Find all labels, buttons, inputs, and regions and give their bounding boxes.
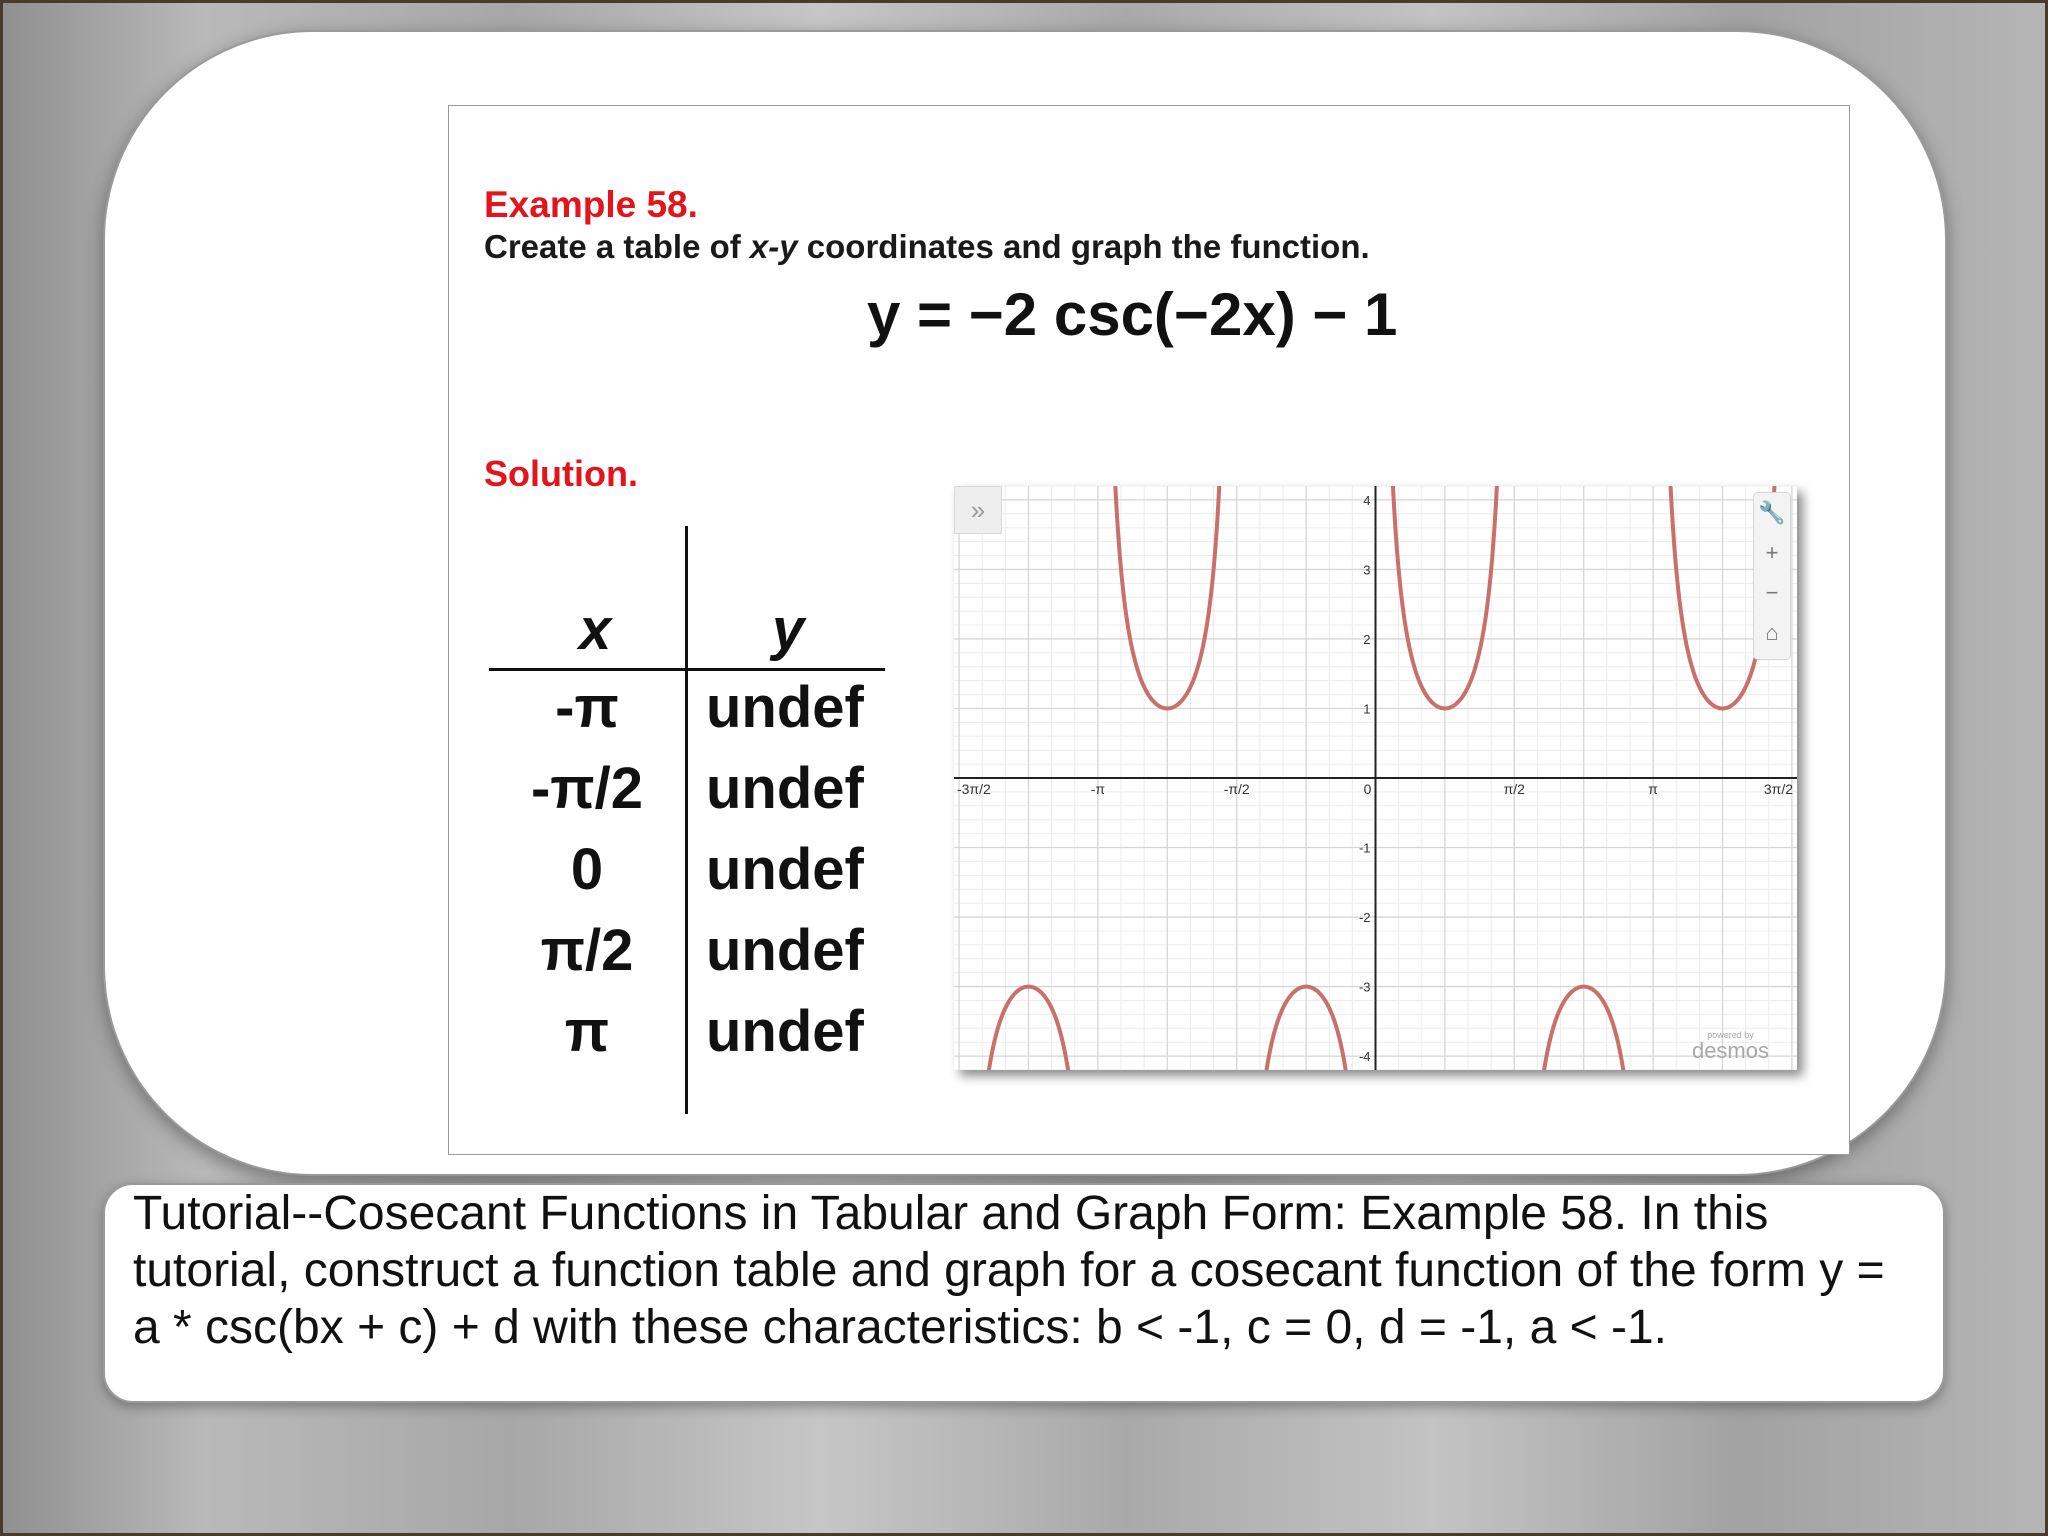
x-tick-label: -π/2 bbox=[1223, 781, 1250, 797]
home-icon[interactable]: ⌂ bbox=[1765, 620, 1779, 645]
x-tick-label: 3π/2 bbox=[1763, 781, 1793, 797]
y-cell: undef bbox=[706, 675, 864, 740]
zoom-out-icon[interactable]: − bbox=[1765, 580, 1779, 605]
double-chevron-icon[interactable]: » bbox=[954, 486, 1002, 534]
function-equation: y = −2 csc(−2x) − 1 bbox=[867, 281, 1398, 348]
caption-text: Tutorial--Cosecant Functions in Tabular and Graph Form: Example 58. In this tutorial, construct a function table and graph for a cosecant function of the form y = a * csc(bx + c) + d with these characteristics: b < -1, c = 0, d = -1, a < -1. bbox=[133, 1187, 1885, 1354]
y-column-header: y bbox=[772, 597, 805, 662]
slide-content bbox=[448, 105, 1850, 1155]
x-column-header: x bbox=[579, 597, 612, 662]
x-tick-label: -3π/2 bbox=[957, 781, 991, 797]
desmos-brand-text: desmos bbox=[1691, 1038, 1769, 1063]
graph-canvas[interactable] bbox=[954, 486, 1797, 1070]
caption-box bbox=[103, 1183, 1945, 1403]
xy-table bbox=[489, 526, 889, 1116]
wrench-icon[interactable]: 🔧 bbox=[1758, 500, 1786, 525]
example-title: Example 58. bbox=[484, 184, 698, 225]
x-cell: π bbox=[564, 999, 610, 1064]
y-tick-label: 2 bbox=[1363, 631, 1371, 647]
slide-card bbox=[103, 30, 1947, 1176]
table-row bbox=[489, 917, 889, 997]
x-cell: -π/2 bbox=[530, 756, 644, 821]
solution-label: Solution. bbox=[484, 453, 638, 494]
y-cell: undef bbox=[706, 999, 864, 1064]
y-tick-label: -3 bbox=[1358, 979, 1371, 995]
x-tick-label: 0 bbox=[1363, 781, 1372, 797]
graph-toolbar bbox=[1753, 492, 1791, 660]
y-tick-label: -4 bbox=[1358, 1049, 1371, 1065]
x-tick-label: π bbox=[1648, 781, 1658, 797]
y-tick-label: 1 bbox=[1363, 701, 1371, 717]
x-tick-label: π/2 bbox=[1503, 781, 1525, 797]
table-header-rule bbox=[489, 668, 885, 671]
y-tick-label: -2 bbox=[1358, 910, 1371, 926]
y-cell: undef bbox=[706, 756, 864, 821]
table-row bbox=[489, 674, 889, 754]
x-cell: π/2 bbox=[540, 918, 634, 983]
y-tick-label: 3 bbox=[1363, 562, 1371, 578]
x-cell: 0 bbox=[570, 837, 604, 902]
table-row bbox=[489, 836, 889, 916]
table-row bbox=[489, 998, 889, 1078]
y-tick-label: 4 bbox=[1363, 492, 1371, 508]
table-row bbox=[489, 755, 889, 835]
powered-by-text: powered by bbox=[1707, 1030, 1754, 1040]
y-cell: undef bbox=[706, 837, 864, 902]
desmos-graph[interactable] bbox=[954, 486, 1797, 1070]
zoom-in-icon[interactable]: + bbox=[1765, 540, 1779, 565]
x-cell: -π bbox=[555, 675, 619, 740]
y-cell: undef bbox=[706, 918, 864, 983]
y-tick-label: -1 bbox=[1358, 840, 1371, 856]
example-prompt: Create a table of x-y coordinates and graph the function. bbox=[484, 228, 1370, 265]
x-tick-label: -π bbox=[1090, 781, 1106, 797]
desmos-logo bbox=[1692, 1030, 1769, 1062]
